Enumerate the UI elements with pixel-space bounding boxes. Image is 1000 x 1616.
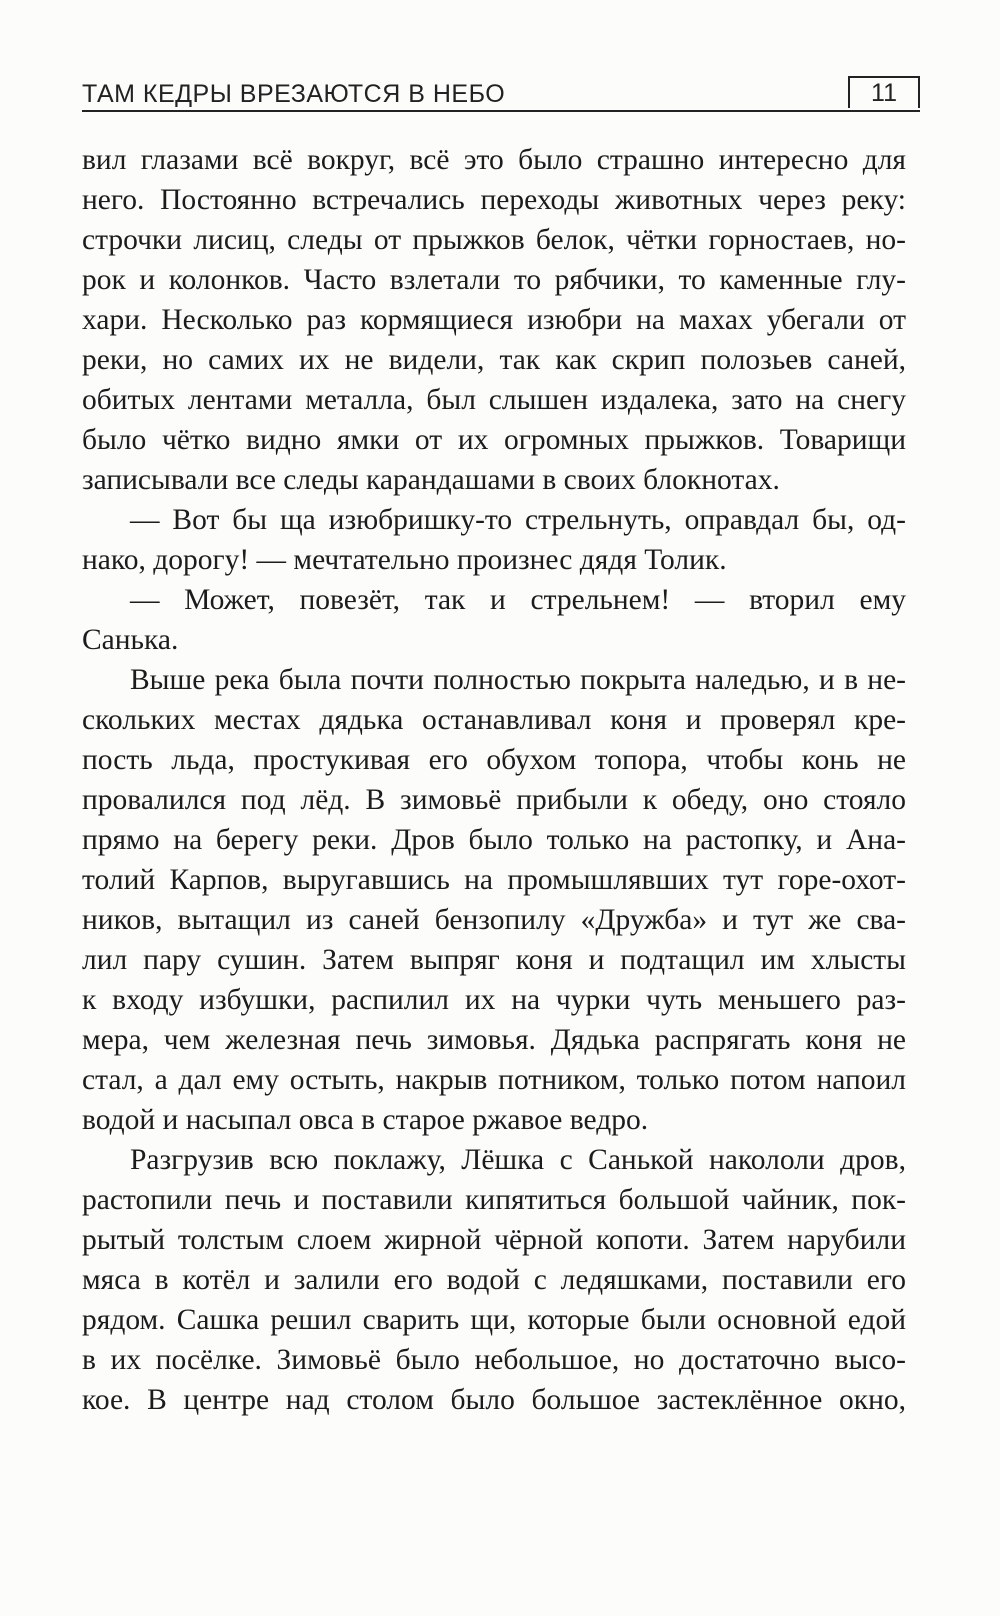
text-line: толий Карпов, выругавшись на промышлявших тут горе-охот-	[82, 864, 906, 896]
text-line: Санька.	[82, 624, 179, 656]
page-number: 11	[848, 76, 920, 108]
header-rule	[82, 110, 920, 112]
paragraph	[82, 140, 906, 500]
text-line: растопили печь и поставили кипятиться большой чайник, пок-	[82, 1184, 906, 1216]
paragraph	[82, 660, 906, 1140]
dialogue-paragraph	[82, 580, 906, 660]
running-head	[82, 78, 920, 114]
text-line: — Может, повезёт, так и стрельнем! — вторил ему	[130, 584, 906, 616]
text-line: рядом. Сашка решил сварить щи, которые были основной едой	[82, 1304, 906, 1336]
text-line: к входу избушки, распилил их на чурки чуть меньшего раз-	[82, 984, 906, 1016]
running-title: ТАМ КЕДРЫ ВРЕЗАЮТСЯ В НЕБО	[82, 80, 506, 108]
body-text	[82, 140, 906, 1420]
text-line: него. Постоянно встречались переходы животных через реку:	[82, 184, 906, 216]
text-line: провалился под лёд. В зимовьё прибыли к обеду, оно стояло	[82, 784, 906, 816]
text-line: обитых лентами металла, был слышен издалека, зато на снегу	[82, 384, 906, 416]
text-line: нако, дорогу! — мечтательно произнес дядя Толик.	[82, 544, 727, 576]
text-line: мяса в котёл и залили его водой с ледяшками, поставили его	[82, 1264, 906, 1296]
text-line: Выше река была почти полностью покрыта наледью, и в не-	[130, 664, 906, 696]
text-line: рытый толстым слоем жирной чёрной копоти. Затем нарубили	[82, 1224, 906, 1256]
dialogue-paragraph	[82, 500, 906, 580]
text-line: рок и колонков. Часто взлетали то рябчики, то каменные глу-	[82, 264, 906, 296]
text-line: реки, но самих их не видели, так как скрип полозьев саней,	[82, 344, 906, 376]
text-line: стал, а дал ему остыть, накрыв потником, только потом напоил	[82, 1064, 906, 1096]
text-line: водой и насыпал овса в старое ржавое ведро.	[82, 1104, 649, 1136]
text-line: пость льда, простукивая его обухом топора, чтобы конь не	[82, 744, 906, 776]
text-line: ников, вытащил из саней бензопилу «Дружба» и тут же сва-	[82, 904, 906, 936]
text-line: было чётко видно ямки от их огромных прыжков. Товарищи	[82, 424, 906, 456]
text-line: — Вот бы ща изюбришку-то стрельнуть, оправдал бы, од-	[130, 504, 906, 536]
text-line: вил глазами всё вокруг, всё это было страшно интересно для	[82, 144, 906, 176]
text-line: строчки лисиц, следы от прыжков белок, чётки горностаев, но-	[82, 224, 906, 256]
text-line: хари. Несколько раз кормящиеся изюбри на махах убегали от	[82, 304, 906, 336]
text-line: записывали все следы карандашами в своих блокнотах.	[82, 464, 780, 496]
text-line: прямо на берегу реки. Дров было только на растопку, и Ана-	[82, 824, 906, 856]
text-line: в их посёлке. Зимовьё было небольшое, но достаточно высо-	[82, 1344, 906, 1376]
text-line: лил пару сушин. Затем выпряг коня и подтащил им хлысты	[82, 944, 906, 976]
text-line: кое. В центре над столом было большое застеклённое окно,	[82, 1384, 906, 1416]
paragraph	[82, 1140, 906, 1420]
text-line: Разгрузив всю поклажу, Лёшка с Санькой накололи дров,	[130, 1144, 906, 1176]
text-line: скольких местах дядька останавливал коня и проверял кре-	[82, 704, 906, 736]
text-line: мера, чем железная печь зимовья. Дядька распрягать коня не	[82, 1024, 906, 1056]
